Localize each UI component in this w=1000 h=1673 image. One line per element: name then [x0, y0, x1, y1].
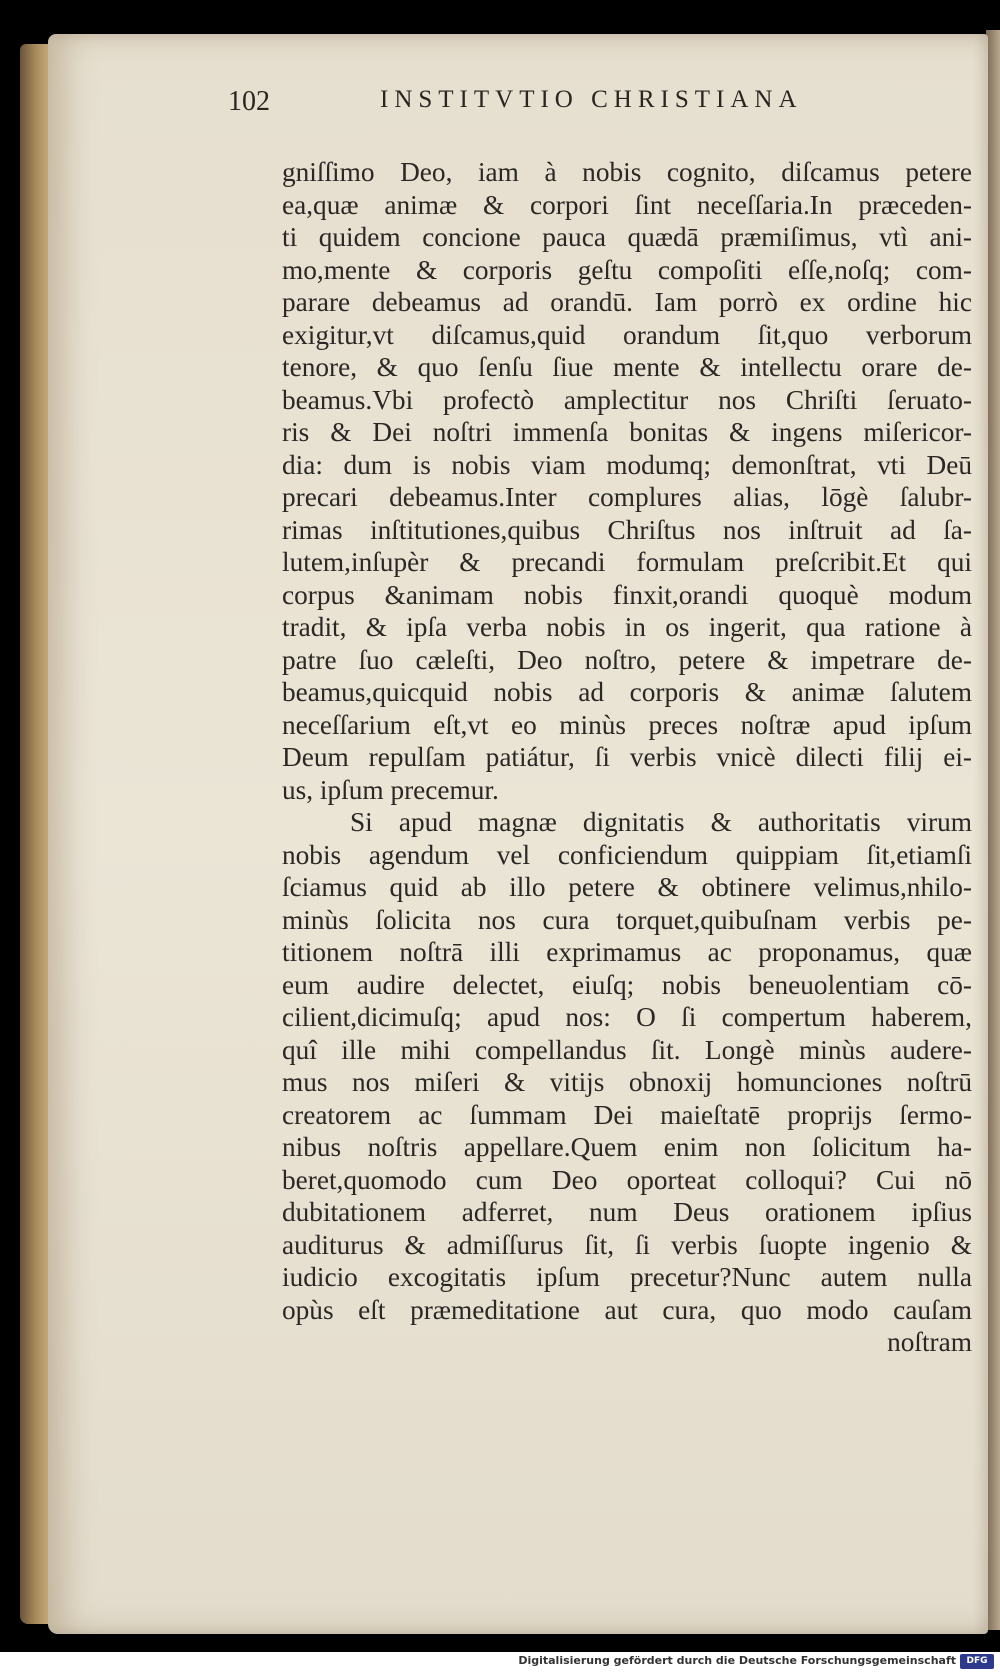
text-line: ris & Dei noſtri immenſa bonitas & ingens miſericor- [282, 417, 972, 447]
text-line: exigitur,vt diſcamus,quid orandum ſit,quo verborum [282, 319, 972, 350]
text-line: lutem,inſupèr & precandi formulam preſcribit.Et qui [282, 547, 972, 577]
text-line: ti quidem concione pauca quædā præmiſimus, vtì ani- [282, 222, 972, 252]
page-number: 102 [228, 86, 270, 117]
text-line: rimas inſtitutiones,quibus Chriſtus nos inſtruit ad ſa- [282, 514, 972, 545]
text-line: tradit, & ipſa verba nobis in os ingerit, qua ratione à [282, 612, 972, 642]
text-line: cilient,dicimuſq; apud nos: O ſi compertum haberem, [282, 1002, 972, 1032]
text-line: eum audire delectet, eiuſq; nobis beneuolentiam cō- [282, 969, 972, 1000]
text-line: neceſſarium eſt,vt eo minùs preces noſtræ apud ipſum [282, 709, 972, 740]
text-line: us, ipſum precemur. [282, 774, 499, 805]
text-line: nobis agendum vel conficiendum quippiam ſit,etiamſi [282, 839, 972, 870]
text-line: Si apud magnæ dignitatis & authoritatis virum [350, 807, 972, 837]
text-line: mo,mente & corporis geſtu compoſiti eſſe,noſq; com- [282, 254, 972, 285]
dfg-logo: DFG [960, 1654, 994, 1669]
text-line: auditurus & admiſſurus ſit, ſi verbis ſuopte ingenio & [282, 1229, 972, 1260]
footer-credit: Digitalisierung gefördert durch die Deutsche Forschungsgemeinschaft [518, 1654, 956, 1667]
text-line: dubitationem adferret, num Deus orationem ipſius [282, 1197, 972, 1227]
text-line: gniſſimo Deo, iam à nobis cognito, diſcamus petere [282, 157, 972, 187]
text-line: nibus noſtris appellare.Quem enim non ſolicitum ha- [282, 1132, 972, 1162]
text-line: precari debeamus.Inter complures alias, lōgè ſalubr- [282, 482, 972, 512]
next-page-edge [986, 30, 1000, 1630]
text-line: beret,quomodo cum Deo oporteat colloqui? Cui nō [282, 1164, 972, 1195]
page-header [198, 84, 963, 124]
text-line: mus nos miſeri & vitijs obnoxij homunciones noſtrū [282, 1067, 972, 1097]
running-title: INSTITVTIO CHRISTIANA [380, 86, 803, 113]
text-line: iudicio excogitatis ipſum precetur?Nunc autem nulla [282, 1262, 972, 1292]
text-line: dia: dum is nobis viam modumq; demonſtrat, vti Deū [282, 449, 972, 480]
text-line: beamus.Vbi profectò amplectitur nos Chriſti ſeruato- [282, 384, 972, 415]
text-line: beamus,quicquid nobis ad corporis & animæ ſalutem [282, 677, 972, 707]
catchword: noſtram [887, 1327, 972, 1357]
footer-bar [0, 1652, 1000, 1673]
text-line: tenore, & quo ſenſu ſiue mente & intellectu orare de- [282, 352, 972, 382]
text-line: corpus &animam nobis finxit,orandi quoquè modum [282, 579, 972, 610]
text-line: parare debeamus ad orandū. Iam porrò ex ordine hic [282, 287, 972, 317]
text-line: patre ſuo cæleſti, Deo noſtro, petere & impetrare de- [282, 644, 972, 675]
text-line: creatorem ac ſummam Dei maieſtatē proprijs ſermo- [282, 1099, 972, 1130]
text-line: ea,quæ animæ & corpori ſint neceſſaria.In præceden- [282, 189, 972, 220]
text-line: quî ille mihi compellandus ſit. Longè minùs audere- [282, 1034, 972, 1065]
text-line: opùs eſt præmeditatione aut cura, quo modo cauſam [282, 1294, 972, 1325]
text-block [282, 156, 972, 1359]
text-line: Deum repulſam patiátur, ſi verbis vnicè dilecti filij ei- [282, 742, 972, 772]
text-line: minùs ſolicita nos cura torquet,quibuſnam verbis pe- [282, 904, 972, 935]
text-line: ſciamus quid ab illo petere & obtinere velimus,nhilo- [282, 872, 972, 902]
text-line: titionem noſtrā illi exprimamus ac proponamus, quæ [282, 937, 972, 967]
